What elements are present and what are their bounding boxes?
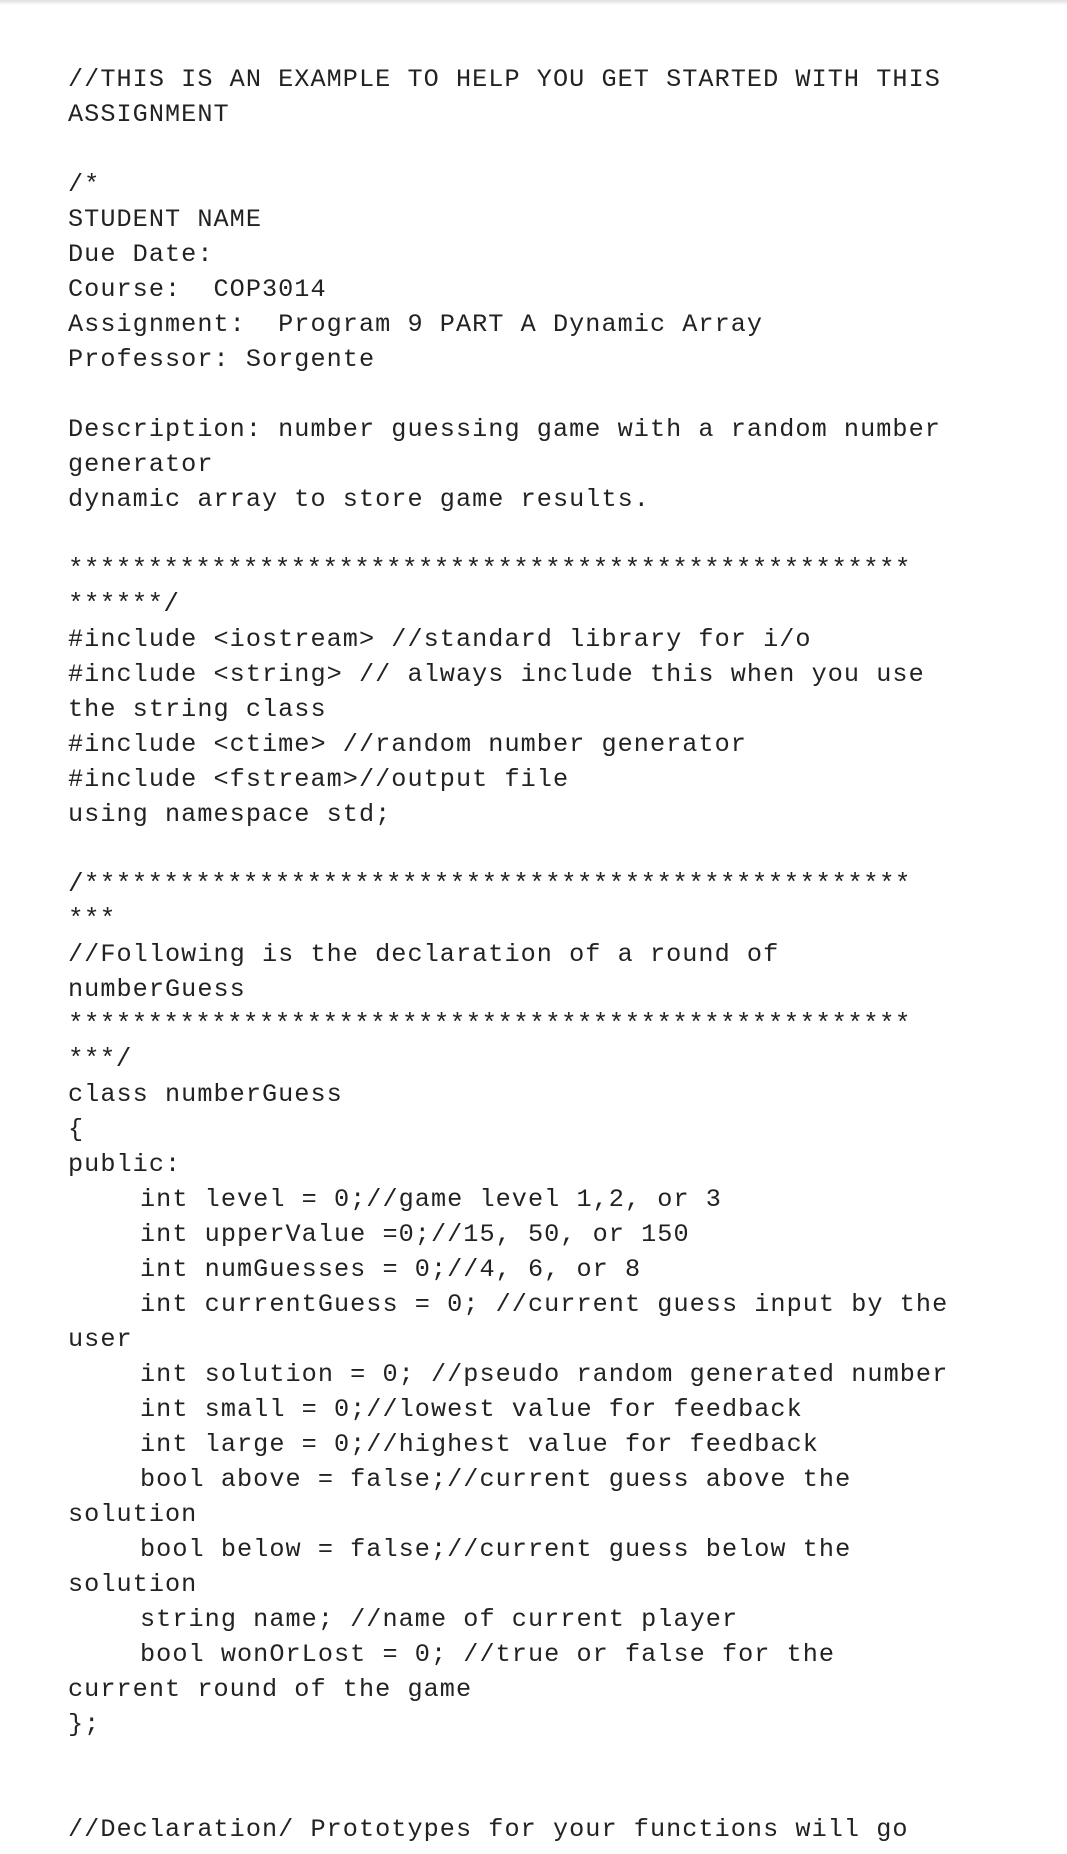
code-line: bool above = false;//current guess above the (140, 1465, 852, 1494)
blank-line (68, 377, 1048, 412)
code-line: int small = 0;//lowest value for feedback (140, 1395, 803, 1424)
code-line: #include <iostream> //standard library for i/o (68, 625, 812, 654)
code-line: dynamic array to store game results. (68, 485, 650, 514)
code-line: ASSIGNMENT (68, 100, 230, 129)
blank-line (68, 517, 1048, 552)
code-line: int solution = 0; //pseudo random generated number (140, 1360, 949, 1389)
code-line: /* (68, 170, 101, 199)
code-line: bool wonOrLost = 0; //true or false for the (140, 1640, 836, 1669)
code-line: //THIS IS AN EXAMPLE TO HELP YOU GET STARTED WITH THIS (68, 65, 941, 94)
code-line: class numberGuess (68, 1080, 343, 1109)
code-line: bool below = false;//current guess below the (140, 1535, 852, 1564)
code-line: ***/ (68, 1044, 132, 1074)
code-line: //Following is the declaration of a round of (68, 940, 780, 969)
code-line: generator (68, 450, 214, 479)
code-line: Due Date: (68, 240, 214, 269)
code-line: current round of the game (68, 1675, 473, 1704)
code-line: user (68, 1325, 133, 1354)
code-line: int level = 0;//game level 1,2, or 3 (140, 1185, 722, 1214)
code-line: solution (68, 1570, 198, 1599)
code-line: solution (68, 1500, 198, 1529)
code-line: Professor: Sorgente (68, 345, 376, 374)
code-line: STUDENT NAME (68, 205, 262, 234)
code-line: ******/ (68, 589, 180, 619)
code-line: }; (68, 1710, 101, 1739)
code-line: public: (68, 1150, 182, 1179)
code-document (68, 62, 1048, 1847)
code-line: #include <fstream>//output file (68, 765, 570, 794)
code-line: the string class (68, 695, 327, 724)
code-line: Assignment: Program 9 PART A Dynamic Array (68, 310, 764, 339)
code-line: ***************************************************** (68, 1009, 911, 1039)
blank-line (68, 132, 1048, 167)
code-line: { (68, 1115, 85, 1144)
code-line: using namespace std; (68, 800, 392, 829)
code-line: ***************************************************** (68, 554, 911, 584)
code-line: int numGuesses = 0;//4, 6, or 8 (140, 1255, 642, 1284)
code-line: Description: number guessing game with a random number (68, 415, 941, 444)
code-line: string name; //name of current player (140, 1605, 739, 1634)
code-line: #include <ctime> //random number generator (68, 730, 747, 759)
code-line: Course: COP3014 (68, 275, 327, 304)
code-line: numberGuess (68, 975, 246, 1004)
blank-line (68, 832, 1048, 867)
blank-line (68, 1742, 1048, 1777)
code-line: *** (68, 904, 116, 934)
code-line: //Declaration/ Prototypes for your functions will go (68, 1815, 909, 1844)
code-line: int upperValue =0;//15, 50, or 150 (140, 1220, 690, 1249)
top-edge-shadow (0, 0, 1067, 5)
code-line: int large = 0;//highest value for feedback (140, 1430, 819, 1459)
code-line: #include <string> // always include this when you use (68, 660, 925, 689)
code-line: int currentGuess = 0; //current guess input by the (140, 1290, 949, 1319)
blank-line (68, 1777, 1048, 1812)
code-line: /**************************************************** (68, 869, 911, 899)
